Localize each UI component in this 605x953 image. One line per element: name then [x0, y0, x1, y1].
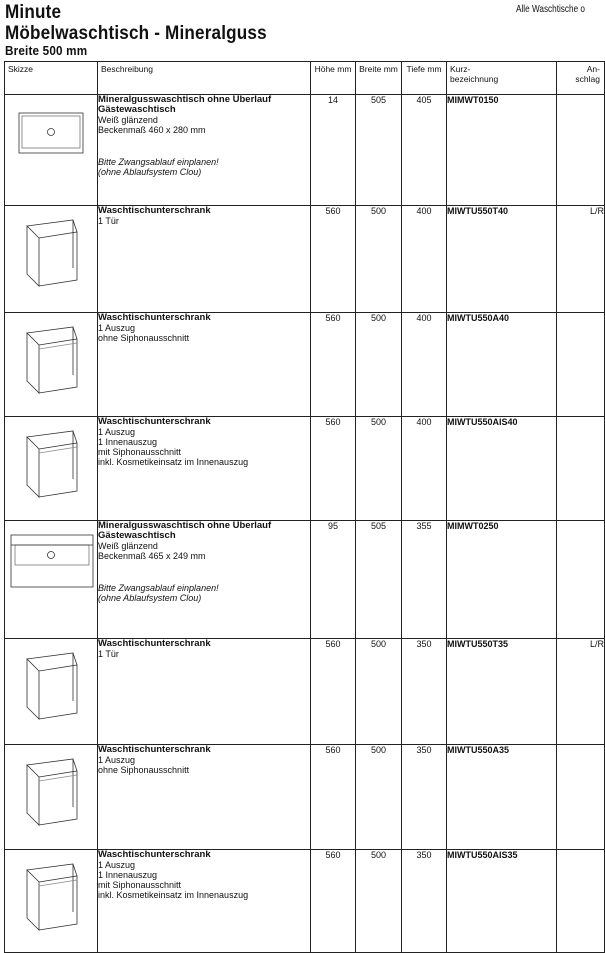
col-header-code-line1: Kurz- — [450, 64, 471, 74]
description-cell — [98, 639, 311, 745]
product-title: Mineralgusswaschtisch ohne Überlauf — [98, 94, 272, 105]
table-row — [5, 850, 605, 953]
product-detail: 1 Auszug — [98, 755, 136, 765]
height-cell: 560 — [311, 206, 356, 313]
install-note: (ohne Ablaufsystem Clou) — [98, 167, 202, 177]
col-header-code-line2: bezeichnung — [450, 74, 499, 84]
description-cell — [98, 521, 311, 639]
table-row — [5, 521, 605, 639]
product-detail: 1 Tür — [98, 649, 119, 659]
height-cell: 95 — [311, 521, 356, 639]
col-header-width: Breite mm — [356, 62, 402, 95]
hinge-cell — [557, 850, 605, 953]
description-cell — [98, 417, 311, 521]
description-cell — [98, 95, 311, 206]
article-code-cell: MIWTU550A35 — [447, 745, 557, 850]
description-cell — [98, 313, 311, 417]
article-code-cell: MIWTU550T40 — [447, 206, 557, 313]
note-spacer — [98, 135, 310, 157]
product-detail: mit Siphonausschnitt — [98, 447, 182, 457]
height-cell: 14 — [311, 95, 356, 206]
sketch-cell — [5, 206, 98, 313]
col-header-hinge-line2: schlag — [575, 74, 600, 84]
depth-cell: 350 — [402, 745, 447, 850]
depth-cell: 355 — [402, 521, 447, 639]
washbasin-sketch-icon — [7, 523, 97, 603]
height-cell: 560 — [311, 639, 356, 745]
sketch-cell — [5, 639, 98, 745]
product-detail: inkl. Kosmetikeinsatz im Innenauszug — [98, 890, 249, 900]
table-row — [5, 95, 605, 206]
width-cell: 505 — [356, 95, 402, 206]
product-detail: 1 Innenauszug — [98, 870, 158, 880]
depth-cell: 400 — [402, 313, 447, 417]
width-cell: 500 — [356, 206, 402, 313]
hinge-cell — [557, 417, 605, 521]
product-detail: ohne Siphonausschnitt — [98, 765, 190, 775]
depth-cell: 405 — [402, 95, 447, 206]
hinge-cell — [557, 313, 605, 417]
height-cell: 560 — [311, 850, 356, 953]
article-code-cell: MIWTU550AIS35 — [447, 850, 557, 953]
cabinet-sketch-icon — [7, 852, 97, 932]
depth-cell: 350 — [402, 639, 447, 745]
hinge-cell: L/R — [557, 639, 605, 745]
install-note: Bitte Zwangsablauf einplanen! — [98, 157, 219, 167]
depth-cell: 400 — [402, 417, 447, 521]
sketch-cell — [5, 417, 98, 521]
sketch-cell — [5, 521, 98, 639]
width-subtitle: Breite 500 mm — [5, 43, 88, 58]
col-header-height: Höhe mm — [311, 62, 356, 95]
width-cell: 505 — [356, 521, 402, 639]
depth-cell: 400 — [402, 206, 447, 313]
product-detail: inkl. Kosmetikeinsatz im Innenauszug — [98, 457, 249, 467]
product-title: Waschtischunterschrank — [98, 416, 211, 427]
product-detail: 1 Tür — [98, 216, 119, 226]
sketch-cell — [5, 745, 98, 850]
width-cell: 500 — [356, 417, 402, 521]
article-code-cell: MIMWT0250 — [447, 521, 557, 639]
table-header-row — [5, 62, 605, 95]
cabinet-sketch-icon — [7, 208, 97, 288]
cabinet-sketch-icon — [7, 419, 97, 499]
product-detail: 1 Innenauszug — [98, 437, 158, 447]
product-detail: mit Siphonausschnitt — [98, 880, 182, 890]
product-detail: Beckenmaß 465 x 249 mm — [98, 551, 206, 561]
hinge-cell — [557, 521, 605, 639]
table-row — [5, 417, 605, 521]
product-title: Waschtischunterschrank — [98, 312, 211, 323]
width-cell: 500 — [356, 850, 402, 953]
product-table — [4, 61, 605, 953]
cabinet-sketch-icon — [7, 747, 97, 827]
install-note: (ohne Ablaufsystem Clou) — [98, 593, 202, 603]
col-header-code — [447, 62, 557, 95]
depth-cell: 350 — [402, 850, 447, 953]
hinge-cell — [557, 95, 605, 206]
article-code-cell: MIMWT0150 — [447, 95, 557, 206]
product-title: Waschtischunterschrank — [98, 849, 211, 860]
description-cell — [98, 206, 311, 313]
cabinet-sketch-icon — [7, 641, 97, 721]
table-row — [5, 639, 605, 745]
description-cell — [98, 850, 311, 953]
article-code-cell: MIWTU550AIS40 — [447, 417, 557, 521]
table-row — [5, 206, 605, 313]
hinge-cell: L/R — [557, 206, 605, 313]
height-cell: 560 — [311, 417, 356, 521]
washbasin-sketch-icon — [7, 97, 97, 177]
product-title: Gästewaschtisch — [98, 104, 176, 115]
product-detail: Weiß glänzend — [98, 541, 158, 551]
width-cell: 500 — [356, 745, 402, 850]
note-spacer — [98, 561, 310, 583]
width-cell: 500 — [356, 313, 402, 417]
sketch-cell — [5, 95, 98, 206]
install-note: Bitte Zwangsablauf einplanen! — [98, 583, 219, 593]
product-detail: Weiß glänzend — [98, 115, 158, 125]
sketch-cell — [5, 850, 98, 953]
product-detail: 1 Auszug — [98, 323, 136, 333]
product-title: Gästewaschtisch — [98, 530, 176, 541]
description-cell — [98, 745, 311, 850]
product-title: Waschtischunterschrank — [98, 744, 211, 755]
height-cell: 560 — [311, 313, 356, 417]
cabinet-sketch-icon — [7, 315, 97, 395]
product-title: Waschtischunterschrank — [98, 205, 211, 216]
article-code-cell: MIWTU550A40 — [447, 313, 557, 417]
product-detail: 1 Auszug — [98, 860, 136, 870]
sketch-cell — [5, 313, 98, 417]
product-category-title: Möbelwaschtisch - Mineralguss — [5, 23, 267, 44]
table-row — [5, 745, 605, 850]
table-row — [5, 313, 605, 417]
hinge-cell — [557, 745, 605, 850]
product-detail: 1 Auszug — [98, 427, 136, 437]
col-header-description: Beschreibung — [98, 62, 311, 95]
header-note: Alle Waschtische o — [516, 4, 585, 15]
col-header-hinge-line1: An- — [586, 64, 600, 74]
width-cell: 500 — [356, 639, 402, 745]
height-cell: 560 — [311, 745, 356, 850]
product-line-title: Minute — [5, 2, 62, 23]
col-header-depth: Tiefe mm — [402, 62, 447, 95]
article-code-cell: MIWTU550T35 — [447, 639, 557, 745]
product-title: Mineralgusswaschtisch ohne Überlauf — [98, 520, 272, 531]
col-header-sketch: Skizze — [5, 62, 98, 95]
product-detail: ohne Siphonausschnitt — [98, 333, 190, 343]
col-header-hinge — [557, 62, 605, 95]
product-detail: Beckenmaß 460 x 280 mm — [98, 125, 206, 135]
product-title: Waschtischunterschrank — [98, 638, 211, 649]
